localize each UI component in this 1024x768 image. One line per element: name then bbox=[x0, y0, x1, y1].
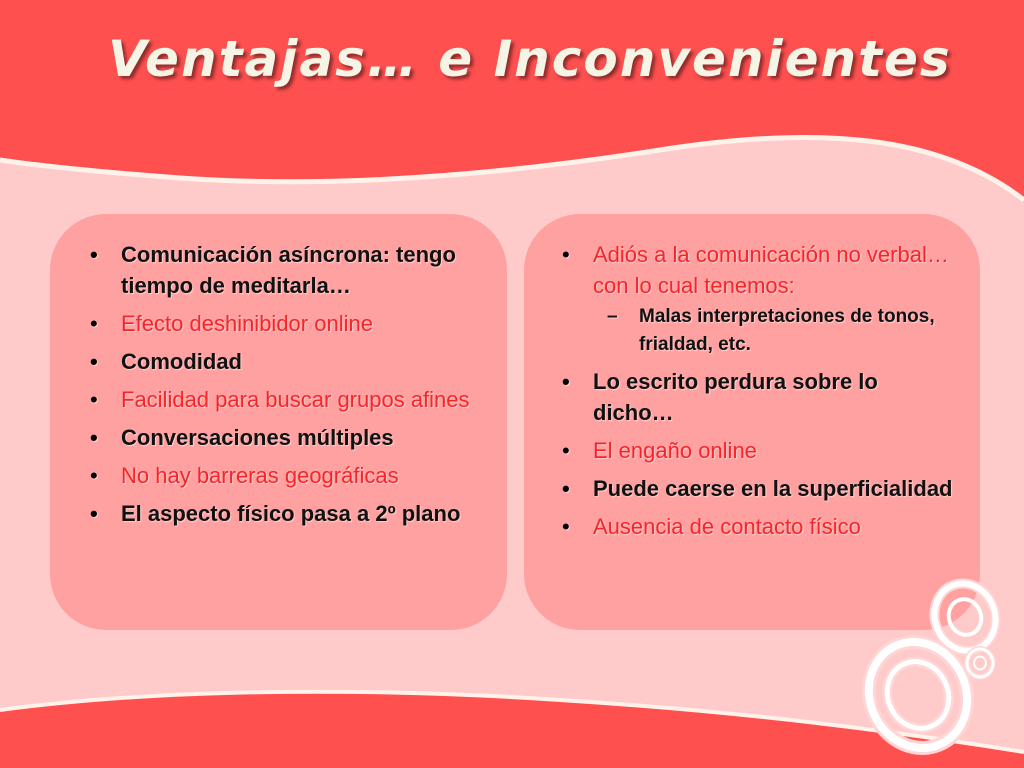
ventajas-item-barreras: • No hay barreras geográficas bbox=[88, 460, 487, 491]
ventajas-item-conversaciones: • Conversaciones múltiples bbox=[88, 422, 487, 453]
ventajas-item-comodidad: • Comodidad bbox=[88, 346, 487, 377]
inconvenientes-item-no-verbal-text: Adiós a la comunicación no verbal… con lo cual tenemos: bbox=[593, 242, 949, 298]
ventajas-item-aspecto: • El aspecto físico pasa a 2º plano bbox=[88, 498, 487, 529]
ventajas-item-grupos: • Facilidad para buscar grupos afines bbox=[88, 384, 487, 415]
small-ring-icon bbox=[967, 649, 993, 677]
inconvenientes-item-escrito: • Lo escrito perdura sobre lo dicho… bbox=[560, 366, 960, 428]
decorative-rings bbox=[860, 575, 1010, 760]
ventajas-item-deshinibidor: • Efecto deshinibidor online bbox=[88, 308, 487, 339]
inconvenientes-item-engano: • El engaño online bbox=[560, 435, 960, 466]
inconvenientes-item-contacto: • Ausencia de contacto físico bbox=[560, 511, 960, 542]
inconvenientes-item-superficialidad: • Puede caerse en la superficialidad bbox=[560, 473, 960, 504]
inconvenientes-sublist bbox=[593, 303, 960, 359]
ventajas-item-asincrona: • Comunicación asíncrona: tengo tiempo de meditarla… bbox=[88, 239, 487, 301]
inconvenientes-panel bbox=[524, 214, 980, 630]
inconvenientes-item-no-verbal bbox=[560, 239, 960, 359]
slide-title: Ventajas… e Inconvenientes bbox=[108, 30, 952, 88]
inconvenientes-subitem-malas: – Malas interpretaciones de tonos, frialdad, etc. bbox=[593, 303, 960, 359]
inconvenientes-list bbox=[560, 239, 960, 542]
ventajas-panel bbox=[50, 214, 507, 630]
ventajas-list bbox=[88, 239, 487, 529]
